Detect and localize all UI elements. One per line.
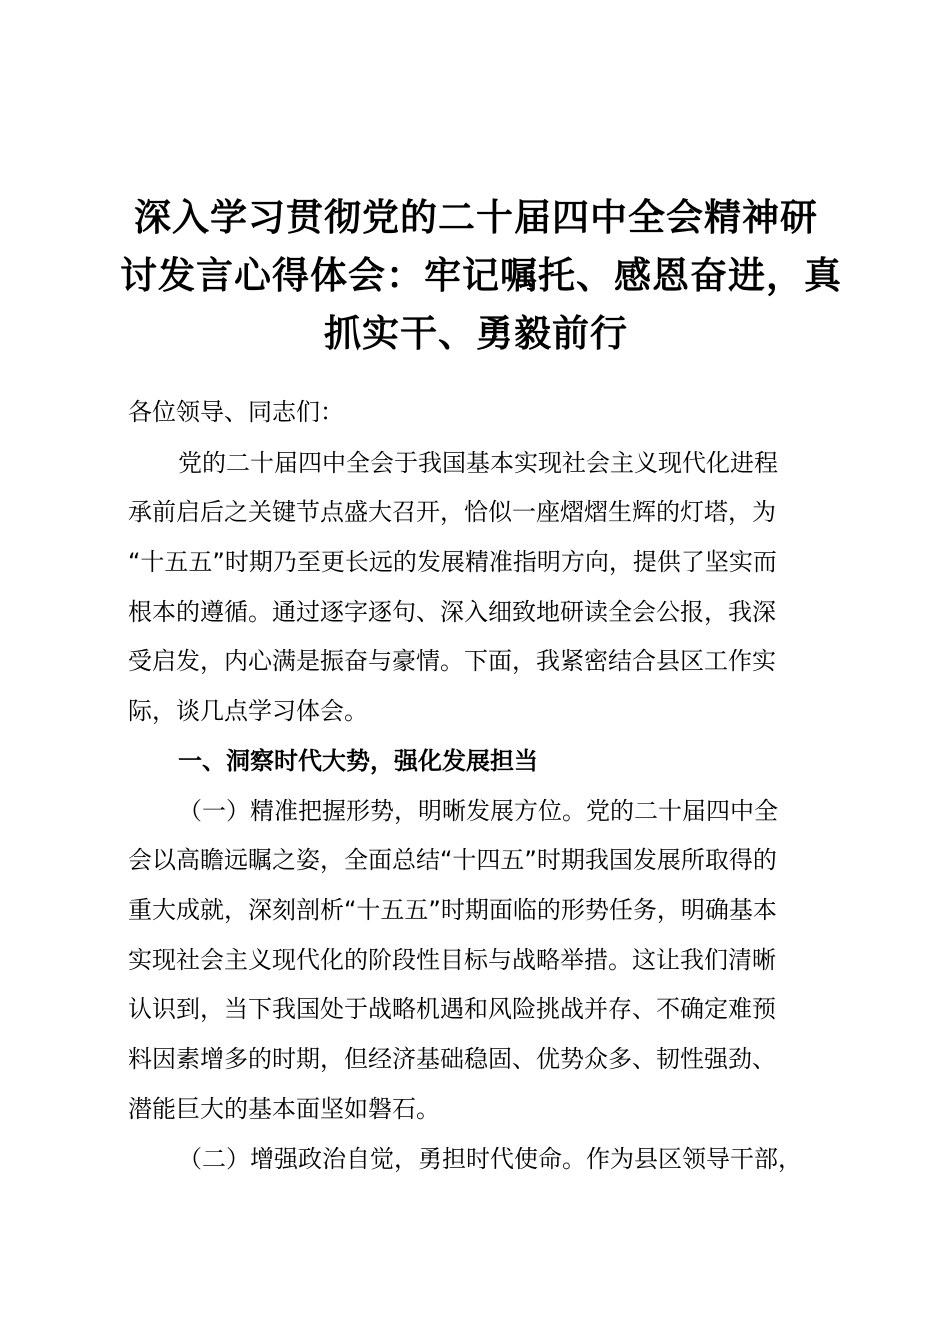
document-title — [120, 188, 842, 362]
body-line: 承前启后之关键节点盛大召开，恰似一座熠熠生辉的灯塔，为 — [128, 498, 776, 526]
body-line: 认识到，当下我国处于战略机遇和风险挑战并存、不确定难预 — [128, 995, 776, 1023]
body-line: 根本的遵循。通过逐字逐句、深入细致地研读全会公报，我深 — [128, 598, 776, 626]
title-line: 抓实干、勇毅前行 — [324, 311, 628, 355]
body-line: 料因素增多的时期，但经济基础稳固、优势众多、韧性强劲、 — [128, 1045, 776, 1073]
title-line: 讨发言心得体会：牢记嘱托、感恩奋进，真 — [120, 253, 842, 297]
body-line: 会以高瞻远瞩之姿，全面总结“十四五”时期我国发展所取得的 — [128, 846, 777, 874]
body-line: 潜能巨大的基本面坚如磐石。 — [128, 1095, 440, 1123]
body-line: 重大成就，深刻剖析“十五五”时期面临的形势任务，明确基本 — [128, 896, 777, 924]
title-line: 深入学习贯彻党的二十届四中全会精神研 — [134, 195, 818, 239]
body-line: “十五五”时期乃至更长远的发展精准指明方向，提供了坚实而 — [128, 548, 777, 576]
body-line: 实现社会主义现代化的阶段性目标与战略举措。这让我们清晰 — [128, 946, 776, 974]
body-line: （一）精准把握形势，明晰发展方位。党的二十届四中全 — [178, 797, 778, 825]
section-heading: 一、洞察时代大势，强化发展担当 — [178, 747, 538, 775]
salutation: 各位领导、同志们： — [128, 398, 344, 426]
body-line: 党的二十届四中全会于我国基本实现社会主义现代化进程 — [178, 449, 778, 477]
body-line: （二）增强政治自觉，勇担时代使命。作为县区领导干部， — [178, 1145, 802, 1173]
body-line: 际，谈几点学习体会。 — [128, 697, 368, 725]
body-line: 受启发，内心满是振奋与豪情。下面，我紧密结合县区工作实 — [128, 647, 776, 675]
